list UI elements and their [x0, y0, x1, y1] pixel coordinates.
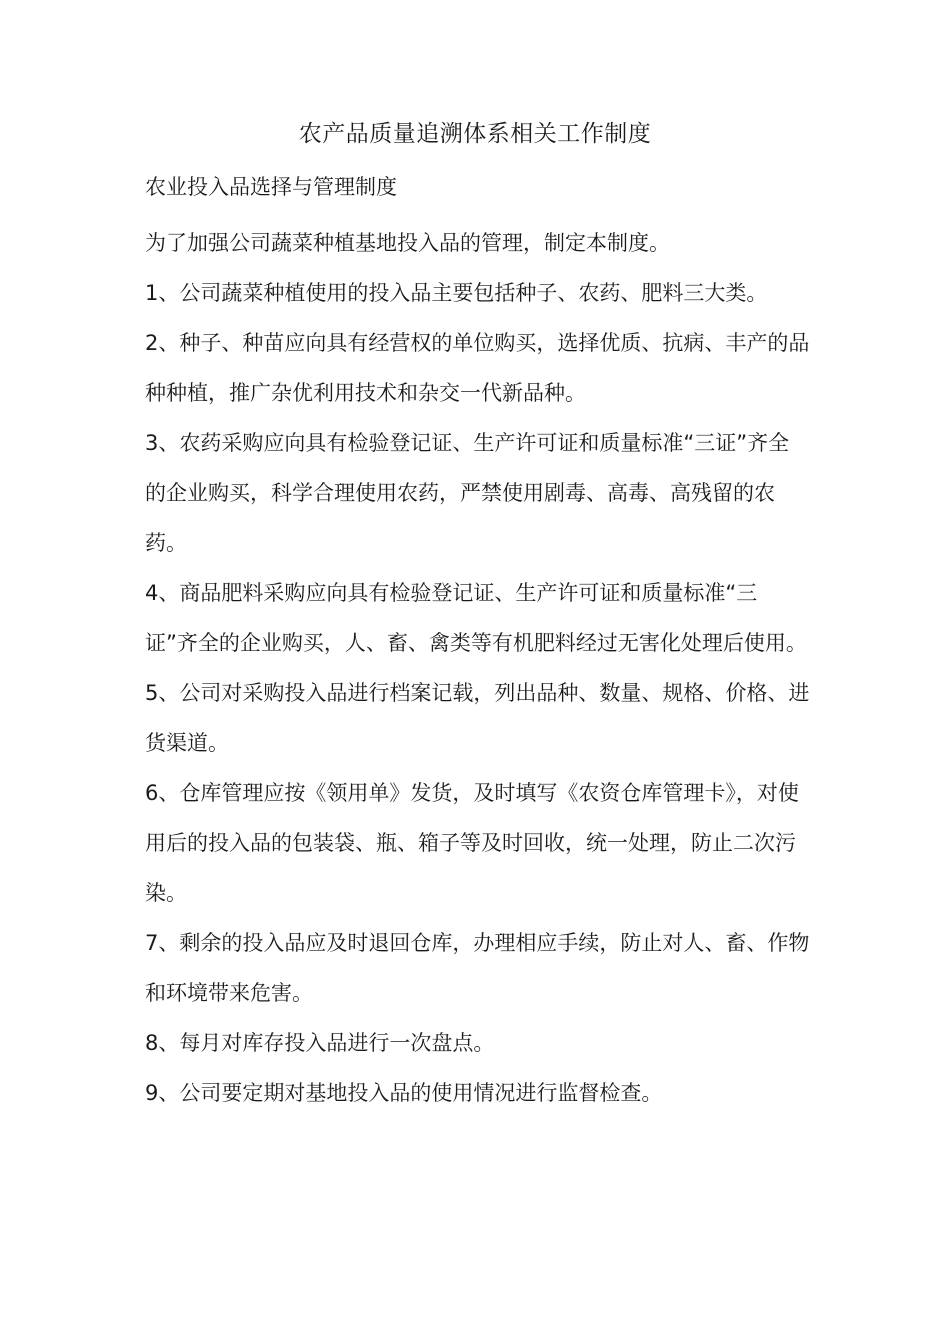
rule-item-6: 6、仓库管理应按《领用单》发货，及时填写《农资仓库管理卡》，对使用后的投入品的包装袋、瓶、箱子等及时回收，统一处理，防止二次污染。	[145, 781, 799, 905]
rule-item-1: 1、公司蔬菜种植使用的投入品主要包括种子、农药、肥料三大类。	[145, 281, 768, 305]
rule-item-3: 3、农药采购应向具有检验登记证、生产许可证和质量标准“三证”齐全的企业购买，科学合理使用农药，严禁使用剧毒、高毒、高残留的农药。	[145, 431, 790, 555]
document-body	[145, 218, 810, 1118]
rule-item-4: 4、商品肥料采购应向具有检验登记证、生产许可证和质量标准“三证”齐全的企业购买，人、畜、禽类等有机肥料经过无害化处理后使用。	[145, 581, 807, 655]
document-title: 农产品质量追溯体系相关工作制度	[298, 121, 652, 147]
rule-item-9: 9、公司要定期对基地投入品的使用情况进行监督检查。	[145, 1081, 663, 1105]
rule-item-2: 2、种子、种苗应向具有经营权的单位购买，选择优质、抗病、丰产的品种种植，推广杂优利用技术和杂交一代新品种。	[145, 331, 810, 405]
rule-item-5: 5、公司对采购投入品进行档案记载，列出品种、数量、规格、价格、进货渠道。	[145, 681, 810, 755]
intro-paragraph: 为了加强公司蔬菜种植基地投入品的管理，制定本制度。	[145, 231, 670, 255]
rule-item-8: 8、每月对库存投入品进行一次盘点。	[145, 1031, 495, 1055]
section-heading: 农业投入品选择与管理制度	[145, 175, 397, 199]
rule-item-7: 7、剩余的投入品应及时退回仓库，办理相应手续，防止对人、畜、作物和环境带来危害。	[145, 931, 810, 1005]
